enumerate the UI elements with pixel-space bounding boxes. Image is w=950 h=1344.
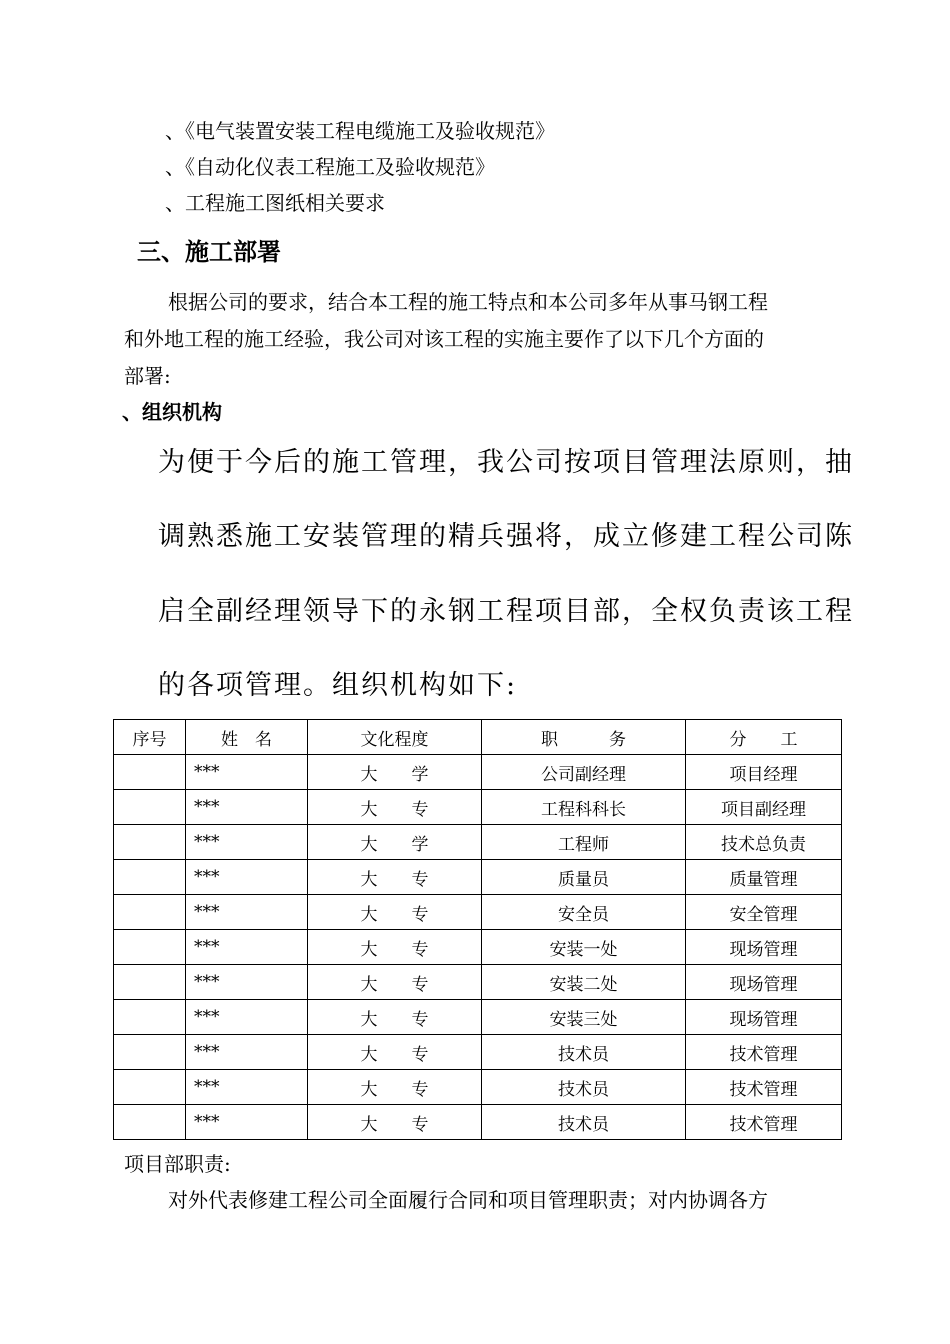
duty-cell: 技术管理 (686, 1035, 842, 1070)
position-cell: 安装二处 (482, 965, 686, 1000)
table-row (114, 1000, 842, 1035)
table-row (114, 860, 842, 895)
org-paragraph-line: 调熟悉施工安装管理的精兵强将，成立修建工程公司陈 (158, 521, 854, 552)
header-cell-name: 姓 名 (186, 720, 308, 755)
table-row (114, 930, 842, 965)
sub-heading: 、组织机构 (122, 400, 222, 424)
table-row (114, 1070, 842, 1105)
seq-cell (114, 895, 186, 930)
position-cell: 质量员 (482, 860, 686, 895)
organization-table (113, 719, 842, 1140)
intro-paragraph-line: 根据公司的要求，结合本工程的施工特点和本公司多年从事马钢工程 (168, 290, 768, 314)
org-paragraph-line: 为便于今后的施工管理，我公司按项目管理法原则，抽 (158, 447, 854, 478)
position-cell: 工程科科长 (482, 790, 686, 825)
position-cell: 工程师 (482, 825, 686, 860)
position-cell: 公司副经理 (482, 755, 686, 790)
table-row (114, 790, 842, 825)
table-row (114, 965, 842, 1000)
duty-cell: 技术总负责 (686, 825, 842, 860)
name-cell: *** (186, 860, 308, 895)
table-row (114, 825, 842, 860)
education-cell: 大 专 (308, 790, 482, 825)
reference-item: 、《电气装置安装工程电缆施工及验收规范》 (165, 119, 555, 143)
name-cell: *** (186, 1070, 308, 1105)
seq-cell (114, 930, 186, 965)
position-cell: 技术员 (482, 1035, 686, 1070)
name-cell: *** (186, 930, 308, 965)
name-cell: *** (186, 1105, 308, 1140)
position-cell: 安装三处 (482, 1000, 686, 1035)
seq-cell (114, 1105, 186, 1140)
duty-cell: 现场管理 (686, 965, 842, 1000)
education-cell: 大 学 (308, 755, 482, 790)
education-cell: 大 专 (308, 930, 482, 965)
seq-cell (114, 790, 186, 825)
seq-cell (114, 1035, 186, 1070)
seq-cell (114, 965, 186, 1000)
duty-cell: 项目副经理 (686, 790, 842, 825)
position-cell: 安全员 (482, 895, 686, 930)
org-paragraph-line: 的各项管理。组织机构如下: (158, 670, 518, 701)
org-paragraph-line: 启全副经理领导下的永钢工程项目部，全权负责该工程 (158, 596, 854, 627)
reference-item: 、《自动化仪表工程施工及验收规范》 (165, 155, 495, 179)
duty-cell: 质量管理 (686, 860, 842, 895)
name-cell: *** (186, 790, 308, 825)
seq-cell (114, 755, 186, 790)
position-cell: 安装一处 (482, 930, 686, 965)
intro-paragraph-line: 和外地工程的施工经验，我公司对该工程的实施主要作了以下几个方面的 (124, 327, 764, 351)
intro-paragraph-line: 部署: (124, 364, 171, 388)
duty-cell: 安全管理 (686, 895, 842, 930)
education-cell: 大 专 (308, 860, 482, 895)
name-cell: *** (186, 825, 308, 860)
duty-cell: 技术管理 (686, 1070, 842, 1105)
reference-item: 、工程施工图纸相关要求 (165, 191, 385, 215)
education-cell: 大 学 (308, 825, 482, 860)
table-row (114, 895, 842, 930)
name-cell: *** (186, 1000, 308, 1035)
duty-cell: 项目经理 (686, 755, 842, 790)
position-cell: 技术员 (482, 1105, 686, 1140)
position-cell: 技术员 (482, 1070, 686, 1105)
duty-cell: 现场管理 (686, 1000, 842, 1035)
duty-cell: 技术管理 (686, 1105, 842, 1140)
header-cell-seq: 序号 (114, 720, 186, 755)
education-cell: 大 专 (308, 965, 482, 1000)
section-heading: 三、施工部署 (137, 238, 281, 266)
seq-cell (114, 860, 186, 895)
education-cell: 大 专 (308, 1105, 482, 1140)
table-row (114, 1105, 842, 1140)
table-header-row (114, 720, 842, 755)
header-cell-education: 文化程度 (308, 720, 482, 755)
duty-cell: 现场管理 (686, 930, 842, 965)
education-cell: 大 专 (308, 1000, 482, 1035)
education-cell: 大 专 (308, 895, 482, 930)
seq-cell (114, 825, 186, 860)
duty-text: 对外代表修建工程公司全面履行合同和项目管理职责；对内协调各方 (168, 1188, 768, 1212)
header-cell-position: 职 务 (482, 720, 686, 755)
name-cell: *** (186, 895, 308, 930)
seq-cell (114, 1070, 186, 1105)
education-cell: 大 专 (308, 1070, 482, 1105)
name-cell: *** (186, 755, 308, 790)
duty-label: 项目部职责: (124, 1152, 231, 1176)
table-row (114, 1035, 842, 1070)
education-cell: 大 专 (308, 1035, 482, 1070)
seq-cell (114, 1000, 186, 1035)
name-cell: *** (186, 1035, 308, 1070)
name-cell: *** (186, 965, 308, 1000)
table-row (114, 755, 842, 790)
header-cell-duty: 分 工 (686, 720, 842, 755)
